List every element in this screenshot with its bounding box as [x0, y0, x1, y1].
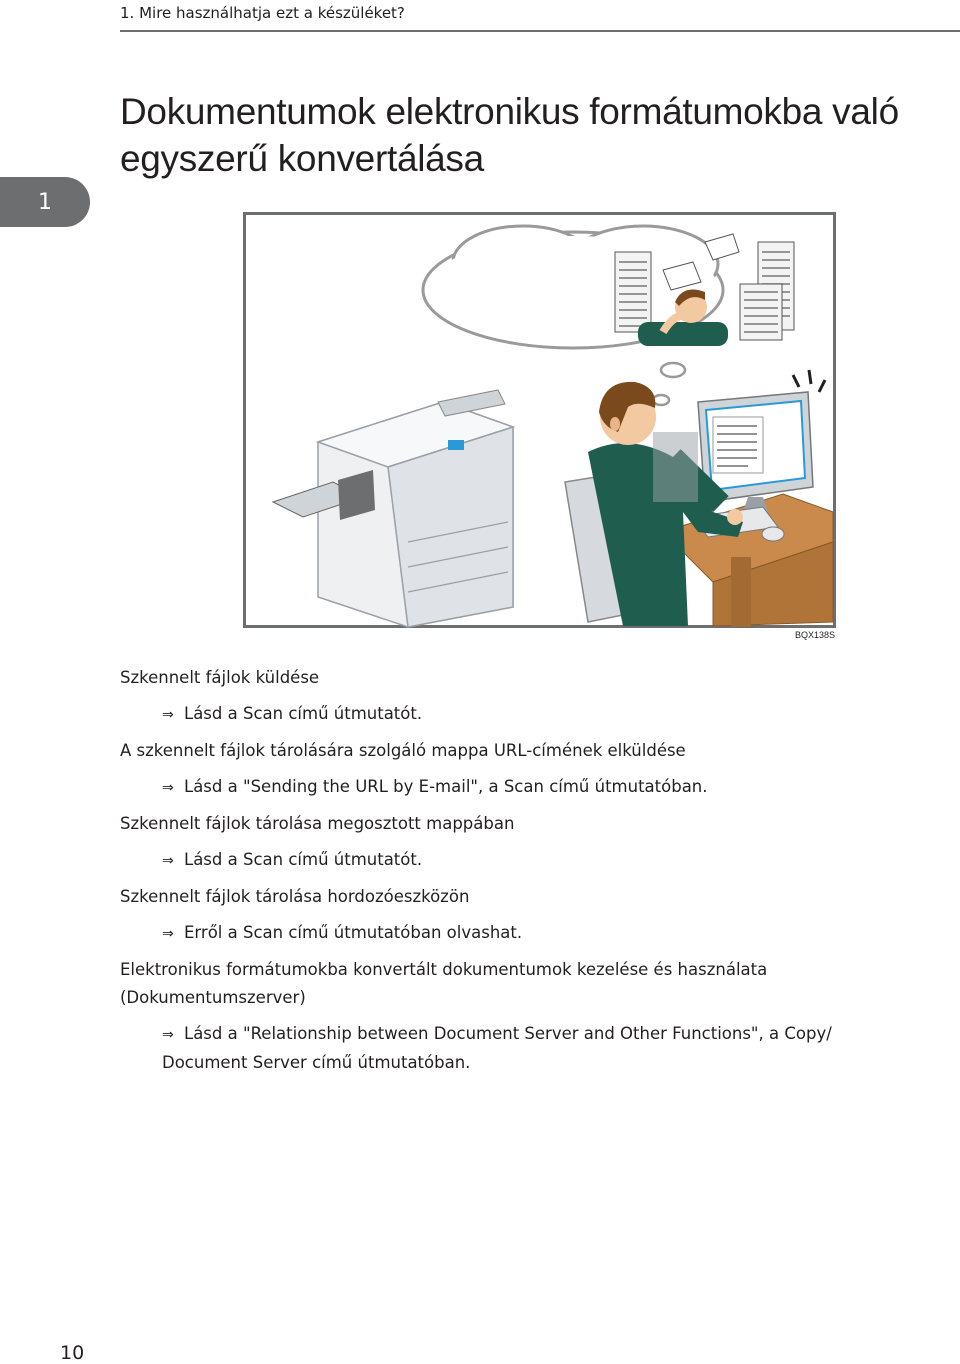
page-number: 10 — [60, 1342, 85, 1364]
section-reference — [162, 700, 920, 729]
arrow-icon: ⇒ — [162, 780, 174, 796]
arrow-icon: ⇒ — [162, 1027, 174, 1043]
reference-text: Lásd a "Sending the URL by E-mail", a Scan című útmutatóban. — [184, 777, 708, 796]
section-heading: Szkennelt fájlok küldése — [120, 668, 320, 687]
section-heading: A szkennelt fájlok tárolására szolgáló mappa URL-címének elküldése — [120, 741, 686, 760]
page-title: Dokumentumok elektronikus formátumokba való egyszerű konvertálása — [120, 91, 899, 179]
content-list — [120, 664, 920, 1077]
section-heading: Szkennelt fájlok tárolása hordozóeszközön — [120, 887, 470, 906]
reference-text: Lásd a "Relationship between Document Server and Other Functions", a Copy/ Document Server című útmutatóban. — [162, 1024, 832, 1072]
reference-text: Lásd a Scan című útmutatót. — [184, 850, 423, 869]
figure-code: BQX138S — [795, 630, 836, 640]
arrow-icon: ⇒ — [162, 853, 174, 869]
section-reference — [162, 919, 920, 948]
chapter-tab: 1 — [0, 177, 90, 227]
running-head: 1. Mire használhatja ezt a készüléket? — [120, 4, 405, 22]
section-heading: Szkennelt fájlok tárolása megosztott mappában — [120, 814, 515, 833]
arrow-icon: ⇒ — [162, 707, 174, 723]
section-reference — [162, 773, 920, 802]
illustration — [243, 212, 836, 642]
section-reference — [162, 846, 920, 875]
section-reference — [162, 1020, 920, 1077]
reference-text: Lásd a Scan című útmutatót. — [184, 704, 423, 723]
arrow-icon: ⇒ — [162, 926, 174, 942]
header-rule — [120, 30, 960, 32]
reference-text: Erről a Scan című útmutatóban olvashat. — [184, 923, 523, 942]
section-heading: Elektronikus formátumokba konvertált dokumentumok kezelése és használata (Dokumentumszerver) — [120, 960, 768, 1007]
